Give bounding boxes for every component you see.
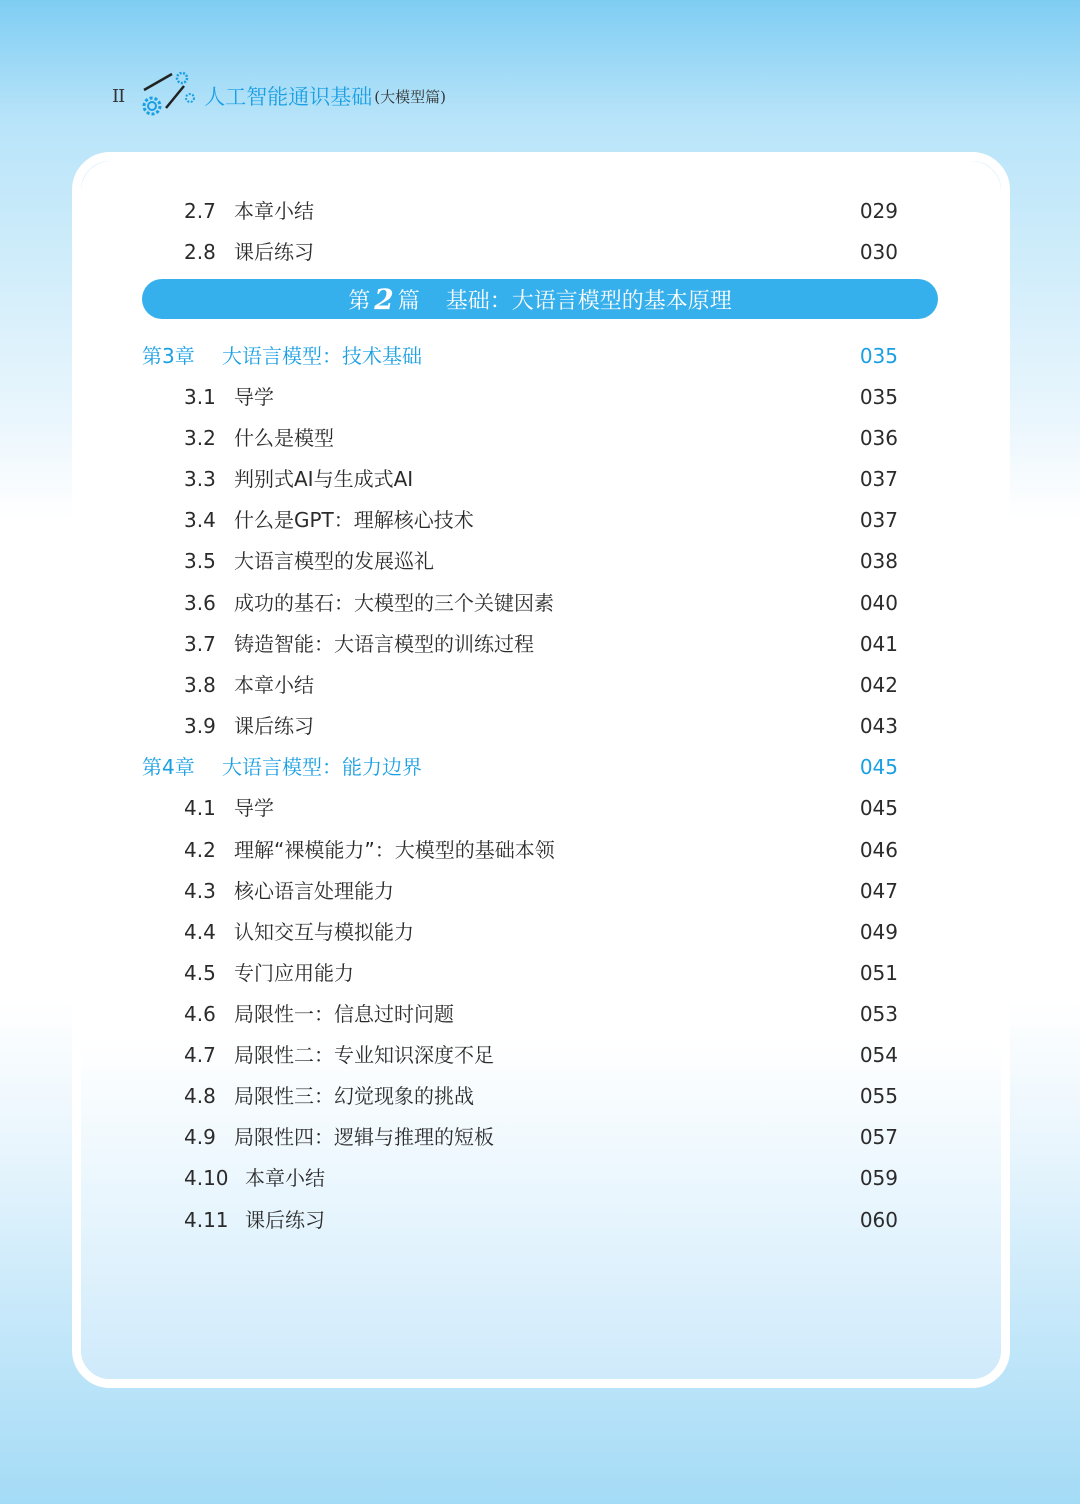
page-ref: 037 [859, 508, 898, 532]
section-number: 3.3 [184, 467, 216, 491]
toc-item[interactable] [142, 196, 898, 226]
section-number: 4.6 [184, 1002, 216, 1026]
section-number: 4.11 [184, 1208, 229, 1232]
toc-item[interactable] [142, 835, 898, 865]
section-number: 3.8 [184, 673, 216, 697]
toc-item[interactable] [142, 999, 898, 1029]
toc-item[interactable] [142, 711, 898, 741]
page-ref: 057 [859, 1125, 898, 1149]
page-ref: 035 [859, 385, 898, 409]
page-ref: 054 [859, 1043, 898, 1067]
section-number: 2.7 [184, 199, 216, 223]
page-ref: 059 [859, 1166, 898, 1190]
section-number: 3.6 [184, 591, 216, 615]
chapter-label: 第3章 [142, 344, 195, 368]
toc-item[interactable] [142, 670, 898, 700]
page-ref: 035 [859, 344, 898, 368]
part-banner[interactable] [142, 279, 938, 319]
toc-item[interactable] [142, 793, 898, 823]
toc-item[interactable] [142, 588, 898, 618]
chapter-heading[interactable] [142, 752, 898, 782]
section-number: 4.7 [184, 1043, 216, 1067]
page-ref: 030 [859, 240, 898, 264]
section-number: 4.5 [184, 961, 216, 985]
page-number: II [112, 85, 125, 107]
book-title: 人工智能通识基础 [204, 85, 373, 109]
section-title: 成功的基石：大模型的三个关键因素 [234, 591, 554, 615]
section-title: 局限性二：专业知识深度不足 [234, 1043, 494, 1067]
section-title: 导学 [234, 796, 274, 820]
section-title: 课后练习 [245, 1208, 325, 1232]
section-number: 4.2 [184, 838, 216, 862]
chapter-title: 大语言模型：技术基础 [222, 344, 422, 368]
toc-item[interactable] [142, 1163, 898, 1193]
section-number: 4.4 [184, 920, 216, 944]
part-number: 2 [374, 282, 394, 316]
page-ref: 043 [859, 714, 898, 738]
page-ref: 040 [859, 591, 898, 615]
page-ref: 047 [859, 879, 898, 903]
section-title: 本章小结 [234, 199, 314, 223]
section-title: 专门应用能力 [234, 961, 354, 985]
chapter-heading[interactable] [142, 341, 898, 371]
section-title: 认知交互与模拟能力 [234, 920, 414, 944]
section-number: 3.5 [184, 549, 216, 573]
toc-item[interactable] [142, 958, 898, 988]
page-ref: 045 [859, 755, 898, 779]
section-title: 本章小结 [234, 673, 314, 697]
section-number: 3.7 [184, 632, 216, 656]
section-title: 核心语言处理能力 [234, 879, 394, 903]
page-ref: 036 [859, 426, 898, 450]
section-title: 大语言模型的发展巡礼 [234, 549, 434, 573]
section-title: 本章小结 [245, 1166, 325, 1190]
section-number: 2.8 [184, 240, 216, 264]
section-title: 什么是GPT：理解核心技术 [234, 508, 474, 532]
section-number: 3.4 [184, 508, 216, 532]
page-ref: 037 [859, 467, 898, 491]
section-title: 局限性一：信息过时问题 [234, 1002, 454, 1026]
page-ref: 049 [859, 920, 898, 944]
section-number: 4.9 [184, 1125, 216, 1149]
toc-item[interactable] [142, 423, 898, 453]
section-number: 3.9 [184, 714, 216, 738]
toc-item[interactable] [142, 1040, 898, 1070]
section-title: 课后练习 [234, 240, 314, 264]
section-title: 课后练习 [234, 714, 314, 738]
section-number: 4.8 [184, 1084, 216, 1108]
page-header [112, 68, 446, 124]
book-subtitle: (大模型篇) [374, 87, 446, 106]
toc-item[interactable] [142, 505, 898, 535]
gears-icon [138, 68, 200, 124]
toc-item[interactable] [142, 1122, 898, 1152]
toc-item[interactable] [142, 917, 898, 947]
page-ref: 029 [859, 199, 898, 223]
page-ref: 038 [859, 549, 898, 573]
page-ref: 045 [859, 796, 898, 820]
section-title: 导学 [234, 385, 274, 409]
chapter-label: 第4章 [142, 755, 195, 779]
toc-item[interactable] [142, 546, 898, 576]
section-title: 铸造智能：大语言模型的训练过程 [234, 632, 534, 656]
page-ref: 053 [859, 1002, 898, 1026]
part-title: 基础：大语言模型的基本原理 [445, 288, 732, 314]
section-number: 4.1 [184, 796, 216, 820]
page-ref: 046 [859, 838, 898, 862]
toc-item[interactable] [142, 382, 898, 412]
toc-item[interactable] [142, 876, 898, 906]
toc-item[interactable] [142, 1081, 898, 1111]
section-title: 理解“裸模能力”：大模型的基础本领 [234, 838, 555, 862]
section-title: 什么是模型 [234, 426, 334, 450]
page-ref: 042 [859, 673, 898, 697]
toc-item[interactable] [142, 1205, 898, 1235]
page-ref: 041 [859, 632, 898, 656]
part-prefix: 第 [348, 288, 371, 314]
toc-item[interactable] [142, 629, 898, 659]
section-number: 4.3 [184, 879, 216, 903]
section-number: 3.2 [184, 426, 216, 450]
part-suffix: 篇 [397, 288, 420, 314]
toc-item[interactable] [142, 237, 898, 267]
toc-item[interactable] [142, 464, 898, 494]
page-ref: 051 [859, 961, 898, 985]
page-ref: 055 [859, 1084, 898, 1108]
section-number: 3.1 [184, 385, 216, 409]
chapter-title: 大语言模型：能力边界 [222, 755, 422, 779]
section-title: 判别式AI与生成式AI [234, 467, 414, 491]
section-number: 4.10 [184, 1166, 229, 1190]
section-title: 局限性四：逻辑与推理的短板 [234, 1125, 494, 1149]
page-ref: 060 [859, 1208, 898, 1232]
section-title: 局限性三：幻觉现象的挑战 [234, 1084, 474, 1108]
